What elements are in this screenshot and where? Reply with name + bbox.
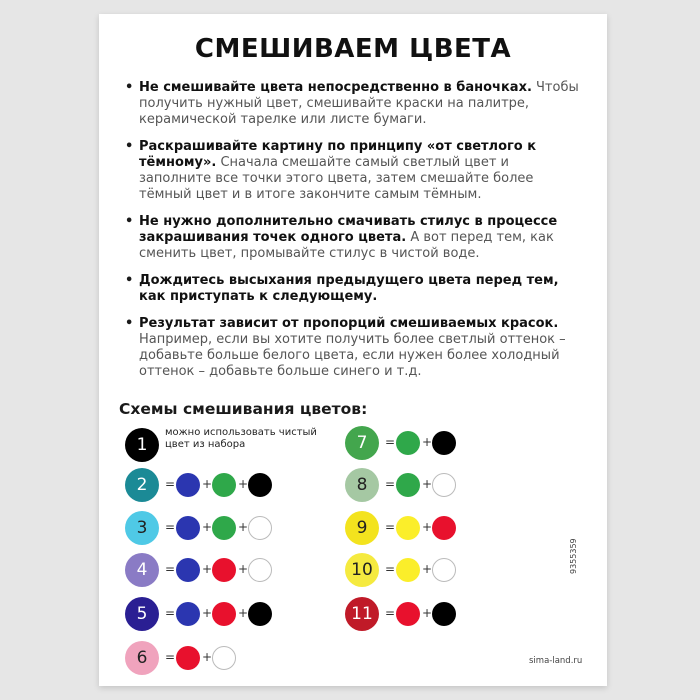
plus-sign: + — [202, 650, 213, 664]
schemes-title: Схемы смешивания цветов: — [119, 400, 368, 418]
white-paint-circle — [248, 516, 272, 540]
plus-sign: + — [422, 606, 433, 620]
bullet-icon: • — [125, 273, 134, 288]
scheme-number-circle: 4 — [125, 553, 159, 587]
white-paint-circle — [212, 646, 236, 670]
rule-bold: Результат зависит от пропорций смешиваемых красок. — [139, 316, 559, 331]
equals-sign: = — [385, 562, 396, 576]
equals-sign: = — [165, 562, 176, 576]
scheme-number-circle: 2 — [125, 468, 159, 502]
red-paint-circle — [212, 602, 236, 626]
black-paint-circle — [248, 473, 272, 497]
instruction-card — [99, 14, 607, 686]
green-paint-circle — [212, 473, 236, 497]
blue-paint-circle — [176, 473, 200, 497]
rule-bold: Не смешивайте цвета непосредственно в баночках. — [139, 80, 532, 95]
plus-sign: + — [422, 477, 433, 491]
white-paint-circle — [432, 473, 456, 497]
site-link: sima-land.ru — [529, 656, 583, 666]
black-paint-circle — [432, 431, 456, 455]
rule-text: Сначала смешайте самый светлый цвет и заполните все точки этого цвета, затем смешайте более тёмный цвет и в итоге закончите самым тёмным. — [139, 155, 534, 202]
bullet-icon: • — [125, 139, 134, 154]
equals-sign: = — [385, 606, 396, 620]
green-paint-circle — [396, 431, 420, 455]
plus-sign: + — [238, 520, 249, 534]
plus-sign: + — [238, 606, 249, 620]
equals-sign: = — [385, 477, 396, 491]
blue-paint-circle — [176, 602, 200, 626]
blue-paint-circle — [176, 558, 200, 582]
product-code: 9355359 — [569, 538, 578, 574]
scheme-number-circle: 8 — [345, 468, 379, 502]
scheme-number-circle: 7 — [345, 426, 379, 460]
rule-bold: Не нужно дополнительно смачивать стилус в процессе закрашивания точек одного цвета. — [139, 214, 558, 245]
red-paint-circle — [432, 516, 456, 540]
rule-item — [125, 214, 585, 262]
scheme-number-circle: 5 — [125, 597, 159, 631]
equals-sign: = — [385, 435, 396, 449]
scheme-number-circle: 6 — [125, 641, 159, 675]
red-paint-circle — [396, 602, 420, 626]
plus-sign: + — [422, 520, 433, 534]
green-paint-circle — [212, 516, 236, 540]
equals-sign: = — [165, 477, 176, 491]
scheme-number-circle: 11 — [345, 597, 379, 631]
rule-item — [125, 273, 585, 305]
red-paint-circle — [212, 558, 236, 582]
scheme-number-circle: 1 — [125, 428, 159, 462]
rules-list — [125, 80, 585, 391]
rule-text: А вот перед тем, как сменить цвет, промывайте стилус в чистой воде. — [139, 230, 554, 261]
plus-sign: + — [238, 477, 249, 491]
black-paint-circle — [432, 602, 456, 626]
rule-text: Чтобы получить нужный цвет, смешивайте краски на палитре, керамической тарелке или листе бумаги. — [139, 80, 579, 127]
plus-sign: + — [422, 435, 433, 449]
scheme-number-circle: 9 — [345, 511, 379, 545]
plus-sign: + — [202, 477, 213, 491]
plus-sign: + — [202, 520, 213, 534]
rule-item — [125, 80, 585, 128]
plus-sign: + — [238, 562, 249, 576]
plus-sign: + — [202, 606, 213, 620]
rule-bold: Дождитесь высыхания предыдущего цвета перед тем, как приступать к следующему. — [139, 273, 559, 304]
black-paint-circle — [248, 602, 272, 626]
equals-sign: = — [165, 606, 176, 620]
yellow-paint-circle — [396, 558, 420, 582]
scheme-number-circle: 3 — [125, 511, 159, 545]
rule-text: Например, если вы хотите получить более светлый оттенок – добавьте больше белого цвета, если нужен более холодный оттенок – добавьте больше синего и т.д. — [139, 332, 566, 379]
rule-bold: Раскрашивайте картину по принципу «от светлого к тёмному». — [139, 139, 537, 170]
rule-item — [125, 316, 585, 380]
bullet-icon: • — [125, 214, 134, 229]
yellow-paint-circle — [396, 516, 420, 540]
scheme-number-circle: 10 — [345, 553, 379, 587]
white-paint-circle — [248, 558, 272, 582]
plus-sign: + — [202, 562, 213, 576]
plus-sign: + — [422, 562, 433, 576]
rule-item — [125, 139, 585, 203]
scheme1-note: можно использовать чистый цвет из набора — [165, 427, 317, 450]
green-paint-circle — [396, 473, 420, 497]
red-paint-circle — [176, 646, 200, 670]
bullet-icon: • — [125, 80, 134, 95]
equals-sign: = — [165, 520, 176, 534]
equals-sign: = — [385, 520, 396, 534]
white-paint-circle — [432, 558, 456, 582]
blue-paint-circle — [176, 516, 200, 540]
page-title: СМЕШИВАЕМ ЦВЕТА — [194, 34, 512, 64]
bullet-icon: • — [125, 316, 134, 331]
equals-sign: = — [165, 650, 176, 664]
